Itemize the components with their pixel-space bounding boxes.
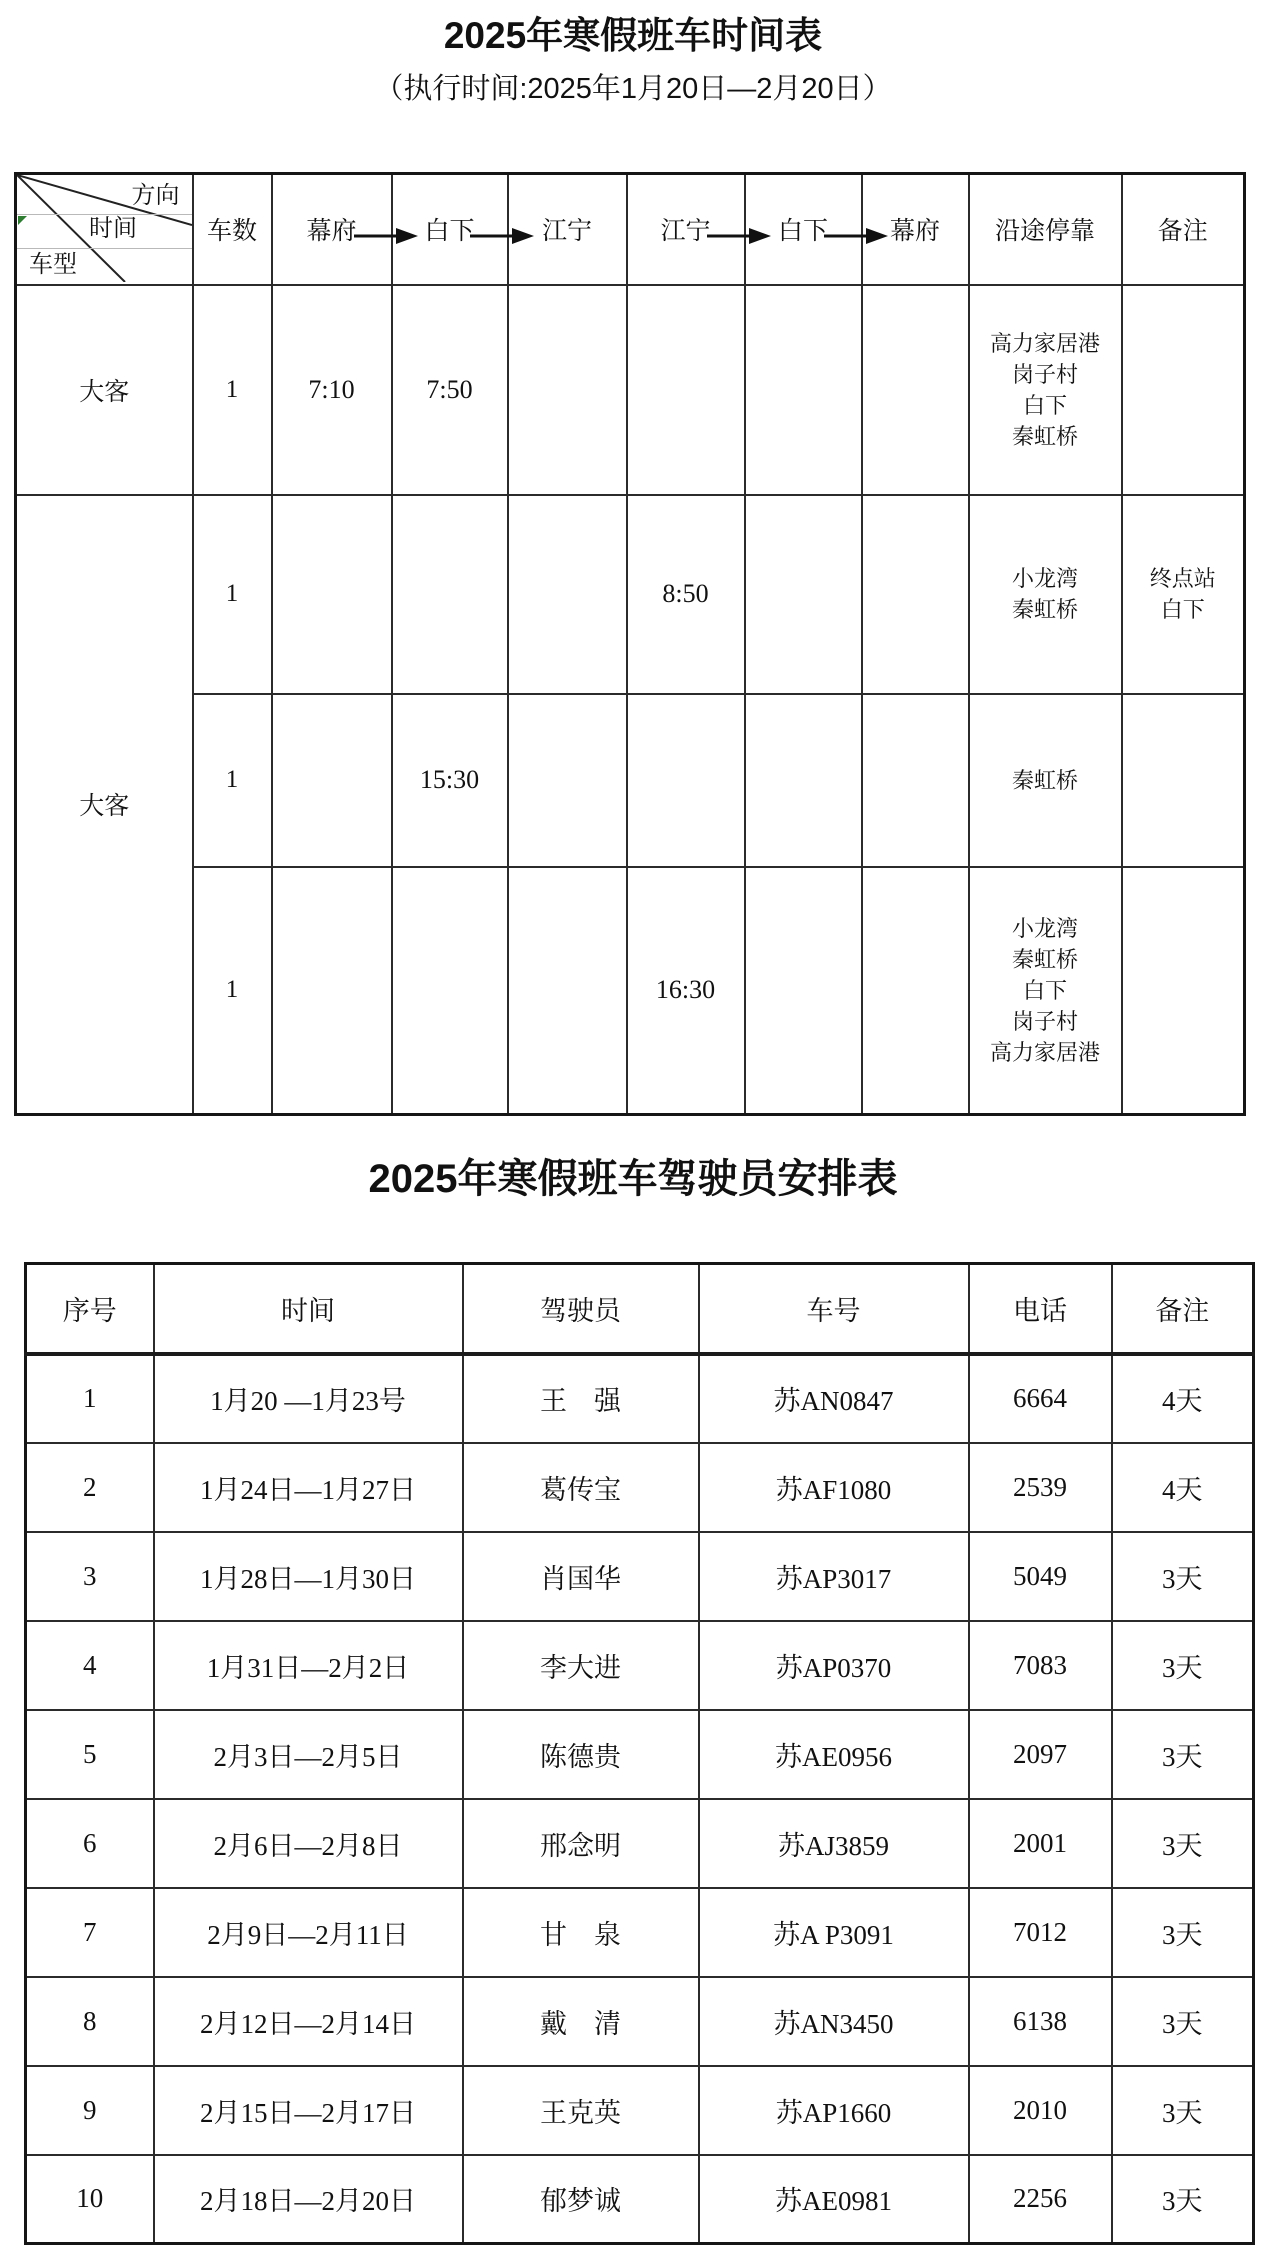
empty-cell <box>862 285 969 495</box>
table-row <box>26 2155 1254 2244</box>
stops-cell <box>969 694 1122 867</box>
plate-cell: 苏AF1080 <box>699 1443 969 1532</box>
phone-cell: 2539 <box>969 1443 1112 1532</box>
remark-cell: 4天 <box>1112 1443 1254 1532</box>
header-route-back-mufu: 幕府 <box>862 174 969 285</box>
bus-count-cell: 1 <box>193 285 272 495</box>
empty-cell <box>745 495 862 694</box>
empty-cell <box>508 867 627 1115</box>
empty-cell <box>745 694 862 867</box>
page-subtitle: （执行时间:2025年1月20日—2月20日） <box>374 73 892 105</box>
phone-cell: 2097 <box>969 1710 1112 1799</box>
stop-name: 秦虹桥 <box>1011 423 1078 449</box>
table-row <box>26 1888 1254 1977</box>
plate-cell: 苏AN3450 <box>699 1977 969 2066</box>
period-cell: 1月20 —1月23号 <box>154 1354 463 1443</box>
time-cell: 7:10 <box>272 285 392 495</box>
phone-cell: 6138 <box>969 1977 1112 2066</box>
phone-cell: 2256 <box>969 2155 1112 2244</box>
remark-cell: 3天 <box>1112 2066 1254 2155</box>
empty-cell <box>392 867 508 1115</box>
plate-cell: 苏A P3091 <box>699 1888 969 1977</box>
table-row <box>26 1977 1254 2066</box>
remark-cell: 3天 <box>1112 1888 1254 1977</box>
empty-cell <box>508 694 627 867</box>
header-route-back-baixia: 白下 <box>745 174 862 285</box>
remark-cell: 3天 <box>1112 2155 1254 2244</box>
driver-cell: 李大进 <box>463 1621 699 1710</box>
plate-cell: 苏AP0370 <box>699 1621 969 1710</box>
time-cell: 15:30 <box>392 694 508 867</box>
stop-name: 小龙湾 <box>1011 915 1078 941</box>
divider <box>17 248 192 249</box>
header-bus-count: 车数 <box>193 174 272 285</box>
driver-cell: 甘 泉 <box>463 1888 699 1977</box>
remark-cell: 3天 <box>1112 1621 1254 1710</box>
bus-type-cell-merged: 大客 <box>16 495 193 1115</box>
table-row <box>26 2066 1254 2155</box>
empty-cell <box>862 495 969 694</box>
empty-cell <box>745 867 862 1115</box>
table-row <box>26 1799 1254 1888</box>
remark-cell: 3天 <box>1112 1710 1254 1799</box>
stop-name: 白下 <box>1022 977 1067 1003</box>
bus-count-cell: 1 <box>193 867 272 1115</box>
period-cell: 1月24日—1月27日 <box>154 1443 463 1532</box>
stops-cell <box>969 285 1122 495</box>
period-cell: 2月3日—2月5日 <box>154 1710 463 1799</box>
period-cell: 2月18日—2月20日 <box>154 2155 463 2244</box>
index-cell: 6 <box>26 1799 154 1888</box>
period-cell: 2月6日—2月8日 <box>154 1799 463 1888</box>
remark-cell <box>1122 867 1245 1115</box>
phone-cell: 7083 <box>969 1621 1112 1710</box>
period-cell: 2月12日—2月14日 <box>154 1977 463 2066</box>
stop-name: 秦虹桥 <box>1011 597 1078 622</box>
remark-cell <box>1122 694 1245 867</box>
driver-cell: 葛传宝 <box>463 1443 699 1532</box>
corner-label-bustype: 车型 <box>29 252 77 278</box>
corner-label-time: 时间 <box>89 216 137 242</box>
remark-cell <box>1122 495 1245 694</box>
period-cell: 2月15日—2月17日 <box>154 2066 463 2155</box>
plate-cell: 苏AN0847 <box>699 1354 969 1443</box>
stop-name: 秦虹桥 <box>1011 767 1078 793</box>
plate-cell: 苏AP3017 <box>699 1532 969 1621</box>
driver-cell: 王 强 <box>463 1354 699 1443</box>
driver-cell: 陈德贵 <box>463 1710 699 1799</box>
corner-label-direction: 方向 <box>131 183 180 209</box>
driver-cell: 邢念明 <box>463 1799 699 1888</box>
empty-cell <box>392 495 508 694</box>
col-header-period: 时间 <box>154 1264 463 1354</box>
header-route-out-baixia: 白下 <box>392 174 508 285</box>
phone-cell: 6664 <box>969 1354 1112 1443</box>
remark-cell <box>1122 285 1245 495</box>
page-title: 2025年寒假班车时间表 <box>443 15 823 56</box>
empty-cell <box>272 694 392 867</box>
stops-cell <box>969 495 1122 694</box>
header-route-out-mufu: 幕府 <box>272 174 392 285</box>
driver-schedule-table <box>24 1262 1252 2242</box>
plate-cell: 苏AE0956 <box>699 1710 969 1799</box>
stop-name: 高力家居港 <box>989 1039 1100 1065</box>
stop-name: 秦虹桥 <box>1011 946 1078 972</box>
col-header-driver: 驾驶员 <box>463 1264 699 1354</box>
col-header-plate: 车号 <box>699 1264 969 1354</box>
empty-cell <box>627 285 745 495</box>
index-cell: 1 <box>26 1354 154 1443</box>
index-cell: 4 <box>26 1621 154 1710</box>
driver-cell: 王克英 <box>463 2066 699 2155</box>
driver-table-title: 2025年寒假班车驾驶员安排表 <box>368 1157 898 1201</box>
index-cell: 7 <box>26 1888 154 1977</box>
plate-cell: 苏AE0981 <box>699 2155 969 2244</box>
remark-line: 白下 <box>1160 597 1205 622</box>
driver-cell: 戴 清 <box>463 1977 699 2066</box>
stop-name: 高力家居港 <box>989 330 1100 356</box>
index-cell: 5 <box>26 1710 154 1799</box>
index-cell: 2 <box>26 1443 154 1532</box>
bus-count-cell: 1 <box>193 694 272 867</box>
stop-name: 白下 <box>1022 392 1067 418</box>
bus-schedule-table <box>14 172 1243 1113</box>
header-route-out-jiangning: 江宁 <box>508 174 627 285</box>
table-row <box>26 1710 1254 1799</box>
remark-cell: 3天 <box>1112 1799 1254 1888</box>
empty-cell <box>508 495 627 694</box>
table-row <box>26 1354 1254 1443</box>
period-cell: 1月28日—1月30日 <box>154 1532 463 1621</box>
empty-cell <box>862 694 969 867</box>
driver-cell: 郁梦诚 <box>463 2155 699 2244</box>
phone-cell: 2001 <box>969 1799 1112 1888</box>
phone-cell: 2010 <box>969 2066 1112 2155</box>
empty-cell <box>745 285 862 495</box>
header-route-back-jiangning: 江宁 <box>627 174 745 285</box>
remark-line: 终点站 <box>1149 566 1216 591</box>
stop-name: 岗子村 <box>1011 361 1078 387</box>
table-row <box>26 1621 1254 1710</box>
empty-cell <box>272 867 392 1115</box>
table-row <box>26 1532 1254 1621</box>
bus-count-cell: 1 <box>193 495 272 694</box>
header-remark: 备注 <box>1122 174 1245 285</box>
index-cell: 8 <box>26 1977 154 2066</box>
period-cell: 2月9日—2月11日 <box>154 1888 463 1977</box>
empty-cell <box>862 867 969 1115</box>
stop-name: 岗子村 <box>1011 1008 1078 1034</box>
divider <box>17 214 192 215</box>
remark-cell: 3天 <box>1112 1977 1254 2066</box>
green-flag-icon <box>18 216 27 225</box>
phone-cell: 7012 <box>969 1888 1112 1977</box>
empty-cell <box>627 694 745 867</box>
empty-cell <box>272 495 392 694</box>
col-header-index: 序号 <box>26 1264 154 1354</box>
time-cell: 16:30 <box>627 867 745 1115</box>
remark-cell: 3天 <box>1112 1532 1254 1621</box>
index-cell: 9 <box>26 2066 154 2155</box>
remark-cell: 4天 <box>1112 1354 1254 1443</box>
col-header-phone: 电话 <box>969 1264 1112 1354</box>
plate-cell: 苏AP1660 <box>699 2066 969 2155</box>
driver-cell: 肖国华 <box>463 1532 699 1621</box>
phone-cell: 5049 <box>969 1532 1112 1621</box>
period-cell: 1月31日—2月2日 <box>154 1621 463 1710</box>
time-cell: 8:50 <box>627 495 745 694</box>
plate-cell: 苏AJ3859 <box>699 1799 969 1888</box>
index-cell: 10 <box>26 2155 154 2244</box>
diagonal-header-cell <box>16 174 193 285</box>
bus-type-cell: 大客 <box>16 285 193 495</box>
table-row <box>26 1443 1254 1532</box>
empty-cell <box>508 285 627 495</box>
col-header-remark: 备注 <box>1112 1264 1254 1354</box>
header-stops: 沿途停靠 <box>969 174 1122 285</box>
index-cell: 3 <box>26 1532 154 1621</box>
stop-name: 小龙湾 <box>1011 566 1078 591</box>
stops-cell <box>969 867 1122 1115</box>
time-cell: 7:50 <box>392 285 508 495</box>
